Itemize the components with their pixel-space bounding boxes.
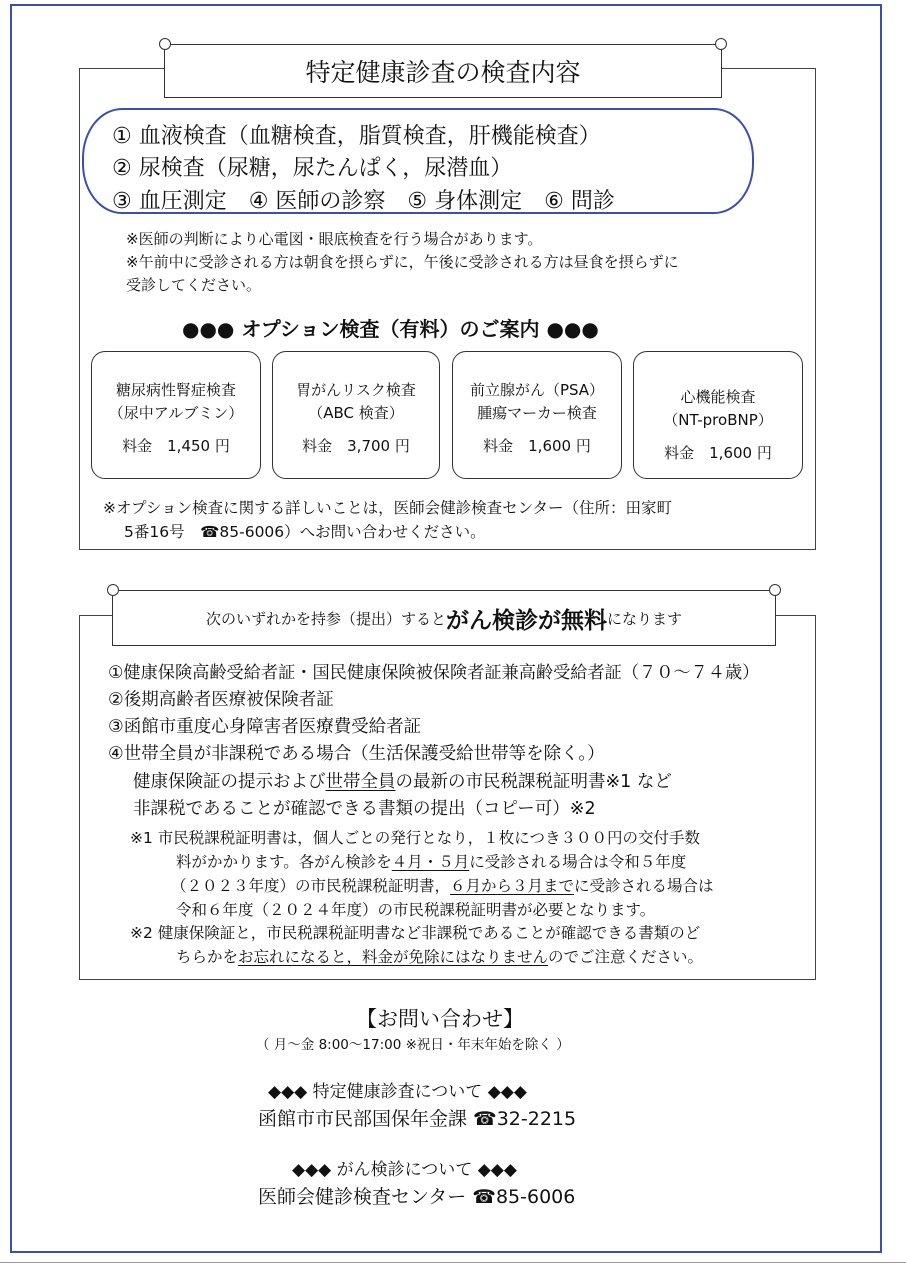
checkup-title-banner: [164, 44, 722, 98]
option-card-heart: [633, 351, 803, 479]
contact-heading: 【お問い合わせ】: [356, 1007, 524, 1031]
option-subname: （尿中アルブミン）: [108, 404, 244, 422]
option-subname: （NT-proBNP）: [663, 411, 773, 429]
option-price: 料金 1,600 円: [483, 437, 591, 455]
option-card-prostate: [452, 351, 622, 479]
note-ecg: ※医師の判断により心電図・眼底検査を行う場合があります。: [126, 230, 543, 248]
text-segment: に受診される場合は: [574, 877, 714, 895]
note-fasting-cont: 受診してください。: [126, 276, 262, 294]
free-item-4: ④世帯全員が非課税である場合（生活保護受給世帯等を除く。）: [108, 744, 605, 764]
option-name: 心機能検査: [680, 388, 756, 406]
option-price: 料金 3,700 円: [302, 437, 410, 455]
text-segment: （２０２３年度）の市民税課税証明書，: [171, 877, 451, 895]
option-card-stomach: [272, 351, 440, 479]
contact-dept-cancer: 医師会健診検査センター ☎85-6006: [258, 1186, 576, 1208]
text-segment: に受診される場合は令和５年度: [469, 853, 687, 871]
free-item-2: ②後期高齢者医療被保険者証: [108, 690, 334, 710]
free-item-1: ①健康保険高齢受給者証・国民健康保険被保険者証兼高齢受給者証（７０～７４歳）: [108, 663, 760, 683]
note2-line2: [176, 945, 703, 967]
note1-line4: 令和６年度（２０２４年度）の市民税課税証明書が必要となります。: [176, 901, 656, 919]
free-item-3: ③函館市重度心身障害者医療費受給者証: [108, 717, 422, 737]
note1-line1: ※1 市民税課税証明書は，個人ごとの発行となり，１枚につき３００円の交付手数: [130, 829, 700, 847]
text-segment: の最新の市民税課税証明書※1 など: [395, 772, 672, 792]
underlined-text: お忘れになると，料金が免除にはなりません: [238, 948, 549, 966]
note2-line1: ※2 健康保険証と，市民税課税証明書など非課税であることが確認できる書類のど: [130, 924, 701, 942]
checkup-title: 特定健康診査の検査内容: [305, 58, 581, 87]
option-subname: （ABC 検査）: [308, 404, 404, 422]
text-segment: 料がかかります。各がん検診を: [176, 853, 392, 871]
page-bottom-rule: [0, 1262, 906, 1263]
text-segment: ちらかを: [176, 948, 239, 966]
options-note-1: ※オプション検査に関する詳しいことは，医師会健診検査センター（住所：田家町: [103, 499, 672, 517]
free-title-pre: 次のいずれかを持参（提出）すると: [205, 609, 446, 628]
free-title-big: がん検診が無料: [446, 607, 607, 634]
contact-hours: （ 月～金 8:00～17:00 ※祝日・年末年始を除く ）: [256, 1037, 570, 1053]
option-subname: 腫瘍マーカー検査: [477, 404, 597, 422]
text-segment: のでご注意ください。: [548, 948, 704, 966]
contact-topic-checkup: ◆◆◆ 特定健康診査について ◆◆◆: [268, 1082, 527, 1102]
exam-item-3: ③ 血圧測定 ④ 医師の診察 ⑤ 身体測定 ⑥ 問診: [112, 189, 615, 214]
options-heading: ●●● オプション検査（有料）のご案内 ●●●: [182, 317, 599, 341]
free-item-4-line2: [133, 768, 672, 793]
options-note-2: 5番16号 ☎85-6006）へお問い合わせください。: [124, 523, 486, 541]
option-name: 胃がんリスク検査: [296, 381, 416, 399]
underlined-text: ４月・５月: [391, 853, 470, 871]
option-card-kidney: [91, 351, 261, 479]
note1-line3: [171, 874, 714, 896]
text-segment: 健康保険証の提示および: [133, 772, 326, 792]
exam-item-1: ① 血液検査（血糖検査，脂質検査，肝機能検査）: [112, 124, 601, 149]
option-price: 料金 1,600 円: [664, 444, 772, 462]
note1-line2: [176, 850, 686, 872]
exam-item-2: ② 尿検査（尿糖，尿たんぱく，尿潜血）: [112, 156, 513, 181]
option-name: 前立腺がん（PSA）: [469, 381, 605, 399]
option-name: 糖尿病性腎症検査: [115, 381, 236, 399]
note-fasting: ※午前中に受診される方は朝食を摂らずに，午後に受診される方は昼食を摂らずに: [126, 253, 679, 271]
contact-topic-cancer: ◆◆◆ がん検診について ◆◆◆: [292, 1160, 517, 1180]
contact-dept-checkup: 函館市市民部国保年金課 ☎32-2215: [258, 1108, 577, 1130]
underlined-text: 世帯全員: [325, 772, 396, 792]
option-price: 料金 1,450 円: [122, 437, 230, 455]
free-item-4-line3: 非課税であることが確認できる書類の提出（コピー可）※2: [133, 799, 596, 819]
underlined-text: ６月から３月まで: [450, 877, 575, 895]
free-title-post: になります: [607, 609, 683, 628]
free-screening-banner: [112, 590, 776, 646]
